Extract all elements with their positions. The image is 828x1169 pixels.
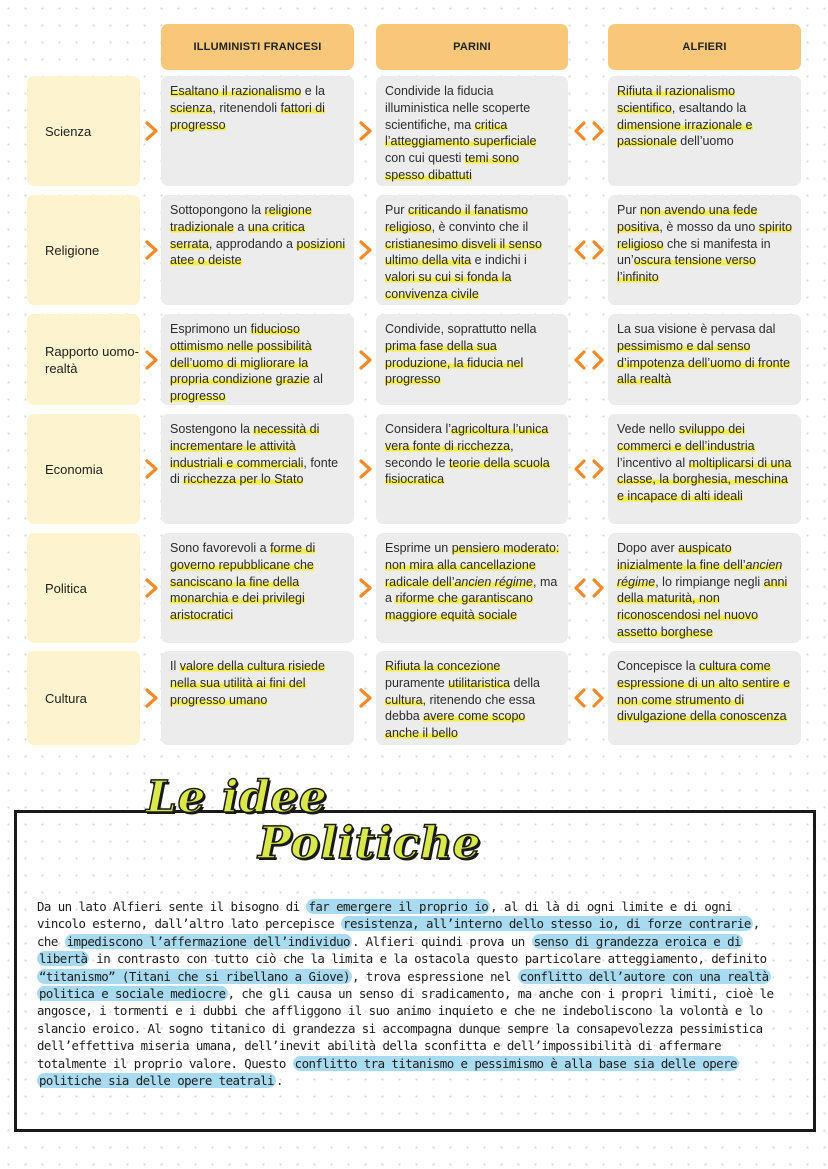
highlighted-phrase: “titanismo” (Titani che si ribellano a Giove): [39, 968, 350, 984]
highlighted-text: ancien régime: [454, 574, 533, 589]
highlighted-text: progresso: [170, 389, 226, 404]
paragraph-text: , che gli causa un senso di sradicamento, ma anche con i propri limiti, cioè le angosce, i tormenti e i dubbi che affliggono il suo animo inquieto e che ne indeboliscono la volontà e lo slancio eroico. Al sogno titanico di grandezza si accompagna dunque sempre la consapevolezza pessimistica dell’effettiva miseria umana, dell’inevit abilità della sconfitta e dell’impossibilità di affermare totalmente il proprio valore. Questo: [37, 986, 774, 1071]
cell-illuministi: [161, 195, 354, 305]
chevron-left-right-icon: [572, 349, 606, 371]
cell-alfieri: [608, 414, 801, 524]
highlighted-phrase: resistenza, all’interno dello stesso io, di forze contrarie: [343, 916, 751, 932]
cell-text: , secondo le: [385, 438, 514, 470]
chevron-right-icon: [140, 577, 162, 599]
cell-alfieri: [608, 533, 801, 643]
cell-text: , è mosso da uno: [659, 219, 759, 234]
highlighted-phrase: impediscono l’affermazione dell’individuo: [66, 933, 350, 949]
cell-text: Il: [170, 659, 180, 673]
cell-parini: [376, 414, 568, 524]
highlighted-text: prima fase della sua produzione, la fiducia nel progresso: [385, 338, 524, 387]
row-label: Religione: [27, 195, 140, 305]
chevron-right-icon: [140, 458, 162, 480]
chevron-left-right-icon: [572, 458, 606, 480]
highlighted-text: pessimismo e dal senso d’impotenza dell’uomo di fronte alla realtà: [617, 338, 791, 387]
cell-parini: [376, 195, 568, 305]
highlighted-text: cultura come espressione di un alto sentire e non come strumento di divulgazione della conoscenza: [617, 659, 791, 724]
cell-text: , fonte di: [170, 455, 339, 487]
cell-illuministi: [161, 314, 354, 405]
cell-text: Concepisce la: [617, 659, 699, 673]
row-label: Cultura: [27, 651, 140, 745]
highlighted-text: cultura: [385, 692, 423, 707]
paragraph-text: .: [275, 1073, 283, 1089]
cell-text: Considera l’: [385, 422, 452, 436]
highlighted-text: avere come scopo anche il bello: [385, 709, 526, 741]
row-label: Economia: [27, 414, 140, 524]
highlighted-text: valore della cultura risiede nella sua utilità ai fini del progresso umano: [170, 659, 325, 707]
highlighted-text: temi sono spesso dibattuti: [385, 151, 520, 182]
highlighted-text: anni della maturità, non riconoscendosi nel nuovo assetto borghese: [617, 574, 788, 639]
chevron-right-icon: [354, 120, 376, 142]
paragraph-text: , che: [37, 916, 760, 949]
cell-text: a: [233, 219, 248, 234]
highlighted-text: moltiplicarsi di una classe, la borghesia, meschina e incapace di alti ideali: [617, 455, 792, 504]
cell-text: al: [309, 372, 323, 387]
cell-text: e indichi i: [471, 253, 527, 268]
highlighted-text: utilitaristica: [448, 675, 511, 690]
highlighted-text: fattori di progresso: [170, 100, 325, 132]
highlighted-text: religione tradizionale: [170, 203, 312, 234]
chevron-right-icon: [140, 687, 162, 709]
highlighted-text: Rifiuta la concezione: [385, 659, 501, 673]
row-label: Scienza: [27, 76, 140, 186]
cell-text: La sua visione è pervasa dal: [617, 322, 776, 336]
highlighted-text: critica l’atteggiamento superficiale: [385, 117, 537, 149]
cell-text: Esprime un: [385, 541, 452, 555]
chevron-right-icon: [140, 120, 162, 142]
paragraph-text: Da un lato Alfieri sente il bisogno di: [37, 899, 307, 914]
chevron-right-icon: [354, 458, 376, 480]
cell-alfieri: [608, 314, 801, 405]
highlighted-text: posizioni atee o deiste: [170, 236, 346, 268]
cell-text: , approdando a: [208, 236, 297, 251]
highlighted-text: ricchezza per lo Stato: [183, 472, 304, 487]
cell-parini: [376, 314, 568, 405]
chevron-right-icon: [354, 577, 376, 599]
cell-parini: [376, 651, 568, 745]
chevron-right-icon: [140, 349, 162, 371]
chevron-left-right-icon: [572, 120, 606, 142]
cell-illuministi: [161, 533, 354, 643]
highlighted-text: pensiero moderato: non mira alla cancellazione radicale dell’: [385, 541, 560, 589]
highlighted-text: necessità di incrementare le attività industriali e commerciali: [170, 422, 320, 470]
highlighted-text: riforme che garantiscano maggiore equità sociale: [385, 591, 534, 623]
cell-text: l’incentivo al: [617, 455, 689, 470]
cell-text: Condivide, soprattutto nella: [385, 322, 537, 336]
highlighted-text: teorie della scuola fisiocratica: [385, 455, 550, 487]
paragraph-text: , trova espressione nel: [351, 968, 518, 984]
cell-text: che si manifesta in un’: [617, 236, 771, 268]
section-title-line2: Politiche: [258, 818, 481, 869]
highlighted-text: non avendo una fede positiva: [617, 203, 758, 234]
cell-text: , lo rimpiange negli: [655, 574, 764, 589]
cell-text: con cui questi: [385, 151, 465, 166]
cell-text: puramente: [385, 675, 449, 690]
cell-text: , ritenendoli: [212, 100, 281, 115]
highlighted-text: ancien régime: [617, 557, 783, 589]
highlighted-text: agricoltura l’unica vera fonte di ricchezza: [385, 422, 549, 453]
chevron-right-icon: [140, 239, 162, 261]
highlighted-text: cristianesimo disveli il senso ultimo della vita: [385, 236, 543, 268]
cell-parini: [376, 76, 568, 186]
chevron-right-icon: [354, 349, 376, 371]
highlighted-text: criticando il fanatismo religioso: [385, 203, 529, 234]
cell-text: Sottopongono la: [170, 203, 265, 217]
highlighted-text: grazie: [275, 372, 310, 387]
paragraph-text: . Alfieri quindi prova un: [351, 933, 532, 949]
highlighted-text: Esaltano il razionalismo: [170, 84, 302, 98]
cell-text: e la: [301, 84, 325, 98]
highlighted-text: spirito religioso: [617, 219, 793, 251]
chevron-left-right-icon: [572, 239, 606, 261]
highlighted-text: forme di governo repubblicane che sanciscano la fine della monarchia e dei privilegi aristocratici: [170, 541, 316, 623]
cell-text: Dopo aver: [617, 541, 679, 555]
highlighted-phrase: conflitto tra titanismo e pessimismo è alla base sia delle opere politiche sia delle opere teatrali: [39, 1055, 737, 1089]
highlighted-phrase: far emergere il proprio io: [308, 899, 489, 914]
cell-text: Condivide la fiducia illuministica nelle scoperte scientifiche, ma: [385, 84, 531, 132]
row-label: Rapporto uomo-realtà: [27, 314, 140, 405]
highlighted-text: fiducioso ottimismo nelle possibilità dell’uomo di migliorare la propria condizione: [170, 322, 312, 387]
paragraph-text: in contrasto con tutto ciò che la limita e la ostacola questo particolare atteggiamento, definito: [89, 951, 767, 967]
highlighted-text: scienza: [170, 100, 213, 115]
cell-illuministi: [161, 651, 354, 745]
header-alfieri: ALFIERI: [608, 24, 801, 70]
cell-text: , ma a: [385, 574, 558, 606]
cell-alfieri: [608, 651, 801, 745]
cell-illuministi: [161, 414, 354, 524]
cell-text: , esaltando la: [671, 100, 747, 115]
row-label: Politica: [27, 533, 140, 643]
cell-text: Sostengono la: [170, 422, 254, 436]
highlighted-phrase: senso di grandezza eroica e di libertà: [39, 933, 741, 967]
chevron-left-right-icon: [572, 687, 606, 709]
section-paragraph: [37, 898, 787, 1089]
cell-text: Pur: [617, 203, 640, 217]
header-parini: PARINI: [376, 24, 568, 70]
paragraph-text: , al di là di ogni limite e di ogni vincolo esterno, dall’altro lato percepisce: [37, 899, 732, 932]
highlighted-text: Rifiuta il razionalismo scientifico: [617, 84, 736, 115]
cell-text: , ritenendo che essa debba: [385, 692, 536, 724]
highlighted-text: valori su cui si fonda la convivenza civile: [385, 270, 512, 301]
highlighted-text: sviluppo dei commerci e dell’industria: [617, 422, 755, 453]
header-illuministi: ILLUMINISTI FRANCESI: [161, 24, 354, 70]
chevron-right-icon: [354, 239, 376, 261]
highlighted-text: oscura tensione verso l’infinito: [617, 253, 756, 285]
cell-text: Vede nello: [617, 422, 679, 436]
cell-text: dell’uomo: [676, 134, 734, 149]
cell-illuministi: [161, 76, 354, 186]
highlighted-text: auspicato inizialmente la fine dell’: [617, 541, 746, 572]
highlighted-text: dimensione irrazionale e passionale: [617, 117, 753, 149]
chevron-right-icon: [354, 687, 376, 709]
cell-text: Sono favorevoli a: [170, 541, 271, 555]
chevron-left-right-icon: [572, 577, 606, 599]
highlighted-text: una critica serrata: [170, 219, 305, 251]
section-title-line1: Le idee: [146, 772, 328, 823]
cell-text: Esprimono un: [170, 322, 251, 336]
cell-text: Pur: [385, 203, 408, 217]
cell-parini: [376, 533, 568, 643]
cell-alfieri: [608, 76, 801, 186]
highlighted-phrase: conflitto dell’autore con una realtà politica e sociale mediocre: [39, 968, 769, 1002]
cell-text: della: [510, 675, 540, 690]
cell-alfieri: [608, 195, 801, 305]
cell-text: , è convinto che il: [431, 219, 529, 234]
